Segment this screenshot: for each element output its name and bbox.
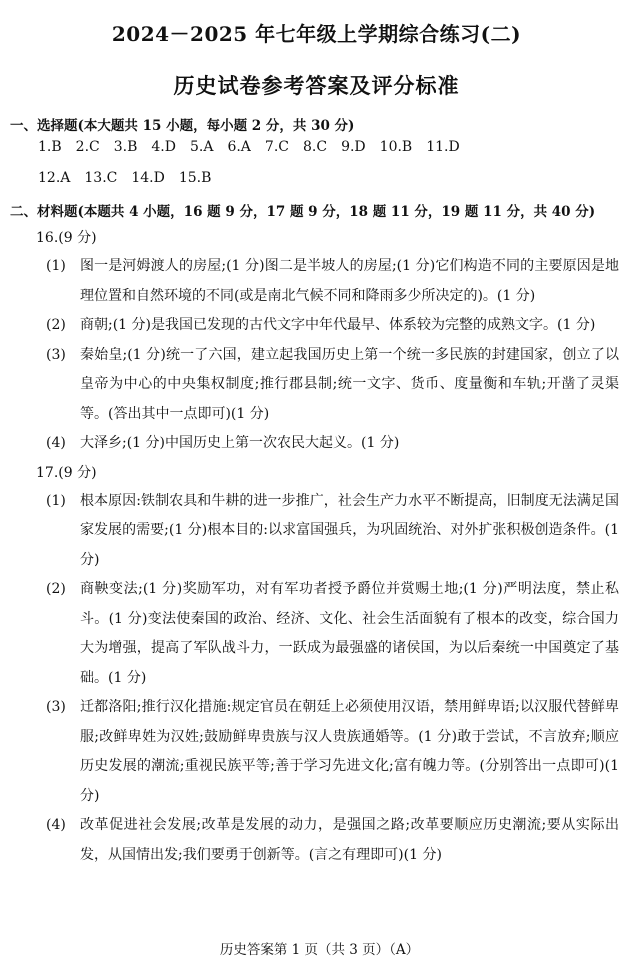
answer-item: 4.D xyxy=(151,139,176,155)
answer-item: 13.C xyxy=(84,170,118,186)
answer-item: 15.B xyxy=(178,170,212,186)
answer-paragraph xyxy=(10,575,623,693)
answer-paragraph xyxy=(10,252,623,311)
answer-paragraph xyxy=(10,811,623,870)
answer-item: 10.B xyxy=(379,139,413,155)
item-number: (4) xyxy=(46,817,66,833)
choice-answers xyxy=(10,132,623,194)
item-text: 图一是河姆渡人的房屋;(1 分)图二是半坡人的房屋;(1 分)它们构造不同的主要原因是地理位置和自然环境的不同(或是南北气候不同和降雨多少所决定的)。(1 分) xyxy=(80,258,619,304)
answer-row-2 xyxy=(38,163,623,194)
answer-item: 9.D xyxy=(341,139,366,155)
answer-paragraph xyxy=(10,429,623,459)
item-text: 大泽乡;(1 分)中国历史上第一次农民大起义。(1 分) xyxy=(80,435,400,451)
answer-paragraph xyxy=(10,341,623,430)
item-number: (4) xyxy=(46,435,66,451)
answer-item: 11.D xyxy=(426,139,460,155)
item-number: (1) xyxy=(46,492,66,509)
answer-paragraph xyxy=(10,693,623,811)
item-text: 根本原因:铁制农具和牛耕的进一步推广，社会生产力水平不断提高，旧制度无法满足国家发展的需要;(1 分)根本目的:以求富国强兵，为巩固统治、对外扩张积极创造条件。(1 分) xyxy=(80,492,619,568)
answer-item: 12.A xyxy=(38,170,71,186)
answer-item: 5.A xyxy=(189,139,214,155)
section-heading-material: 二、材料题(本题共 4 小题，16 题 9 分，17 题 9 分，18 题 11 分，19 题 11 分，共 40 分) xyxy=(10,204,596,220)
answer-item: 3.B xyxy=(113,139,138,155)
question-16-title: 16.(9 分) xyxy=(36,230,97,246)
item-text: 商朝;(1 分)是我国已发现的古代文字中年代最早、体系较为完整的成熟文字。(1 分) xyxy=(80,317,596,333)
exam-title: 2024－2025 年七年级上学期综合练习(二) xyxy=(111,22,522,46)
item-number: (1) xyxy=(46,258,66,274)
item-number: (2) xyxy=(46,581,66,597)
answer-paragraph xyxy=(10,311,623,341)
answer-item: 6.A xyxy=(227,139,251,155)
answer-row-1 xyxy=(38,132,623,163)
item-number: (3) xyxy=(46,699,66,715)
item-number: (2) xyxy=(46,317,66,333)
answer-item: 14.D xyxy=(131,170,165,186)
section-heading-choice: 一、选择题(本大题共 15 小题，每小题 2 分，共 30 分) xyxy=(10,118,355,134)
exam-subtitle: 历史试卷参考答案及评分标准 xyxy=(173,73,460,98)
page-footer: 历史答案第 1 页（共 3 页）（A） xyxy=(219,942,420,958)
item-text: 改革促进社会发展;改革是发展的动力，是强国之路;改革要顺应历史潮流;要从实际出发，从国情出发;我们要勇于创新等。(言之有理即可)(1 分) xyxy=(80,817,619,863)
answer-item: 1.B xyxy=(38,139,62,155)
answer-item: 2.C xyxy=(75,139,100,155)
answer-paragraph xyxy=(10,487,623,576)
question-17-title: 17.(9 分) xyxy=(36,464,97,481)
answer-item: 8.C xyxy=(303,139,328,155)
answer-item: 7.C xyxy=(264,139,289,155)
item-number: (3) xyxy=(46,346,66,363)
item-text: 迁都洛阳;推行汉化措施:规定官员在朝廷上必须使用汉语，禁用鲜卑语;以汉服代替鲜卑服;改鲜卑姓为汉姓;鼓励鲜卑贵族与汉人贵族通婚等。(1 分)敢于尝试，不言放弃;顺应历史发展的潮流;重视民族平等;善于学习先进文化;富有魄力等。(分别答出一点即可)(1 分) xyxy=(80,699,619,804)
item-text: 秦始皇;(1 分)统一了六国，建立起我国历史上第一个统一多民族的封建国家，创立了以皇帝为中心的中央集权制度;推行郡县制;统一文字、货币、度量衡和车轨;开凿了灵渠等。(答出其中一点即可)(1 分) xyxy=(80,346,619,422)
item-text: 商鞅变法;(1 分)奖励军功，对有军功者授予爵位并赏赐土地;(1 分)严明法度，禁止私斗。(1 分)变法使秦国的政治、经济、文化、社会生活面貌有了根本的改变，综合国力大为增强，提高了军队战斗力，一跃成为最强盛的诸侯国，为以后秦统一中国奠定了基础。(1 分) xyxy=(80,581,619,686)
